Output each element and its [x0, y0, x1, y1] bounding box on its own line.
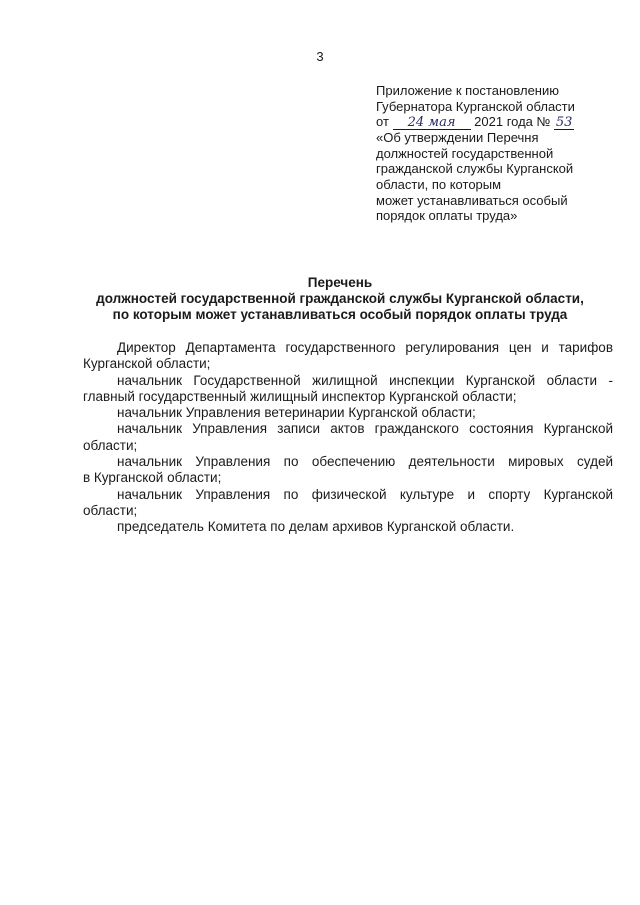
appendix-line-2: Губернатора Курганской области — [376, 98, 575, 114]
appendix-line-9: порядок оплаты труда» — [376, 208, 518, 224]
appendix-line-7: области, по которым — [376, 176, 502, 192]
appendix-line-5: должностей государственной — [376, 145, 554, 161]
list-item-first-line: начальник Управления по обеспечению деятельности мировых судей — [117, 454, 613, 470]
list-item-first-line: председатель Комитета по делам архивов Курганской области. — [117, 519, 515, 535]
appendix-line-6: гражданской службы Курганской — [376, 161, 574, 177]
appendix-date-line — [376, 114, 616, 130]
handwritten-date: 24 мая — [393, 117, 471, 130]
list-item-first-line: начальник Управления по физической культуре и спорту Курганской — [117, 486, 613, 502]
list-item-continuation: области; — [83, 502, 138, 518]
date-prefix: от — [376, 114, 389, 130]
handwritten-number: 53 — [555, 115, 573, 131]
list-item — [83, 373, 613, 406]
appendix-line-1: Приложение к постановлению — [376, 83, 559, 98]
appendix-line-8: может устанавливаться особый — [376, 192, 568, 208]
list-item — [83, 405, 613, 421]
list-item-first-line: начальник Управления ветеринарии Курганской области; — [117, 405, 476, 421]
title-line-1: Перечень — [307, 275, 373, 290]
list-item-first-line: начальник Управления записи актов гражданского состояния Курганской — [117, 421, 613, 437]
list-item-continuation: в Курганской области; — [83, 470, 222, 486]
positions-list — [83, 340, 613, 536]
list-item-continuation: области; — [83, 437, 138, 453]
page-number: 3 — [316, 49, 324, 64]
appendix-header — [376, 83, 616, 224]
list-item — [83, 421, 613, 454]
year-text: 2021 года № — [474, 114, 551, 130]
title-line-2: должностей государственной гражданской службы Курганской области, — [96, 291, 584, 306]
list-item — [83, 487, 613, 520]
document-title — [60, 275, 620, 323]
list-item-first-line: начальник Государственной жилищной инспекции Курганской области - — [117, 372, 613, 388]
list-item — [83, 519, 613, 535]
list-item — [83, 340, 613, 373]
list-item-continuation: Курганской области; — [83, 356, 211, 372]
list-item-continuation: главный государственный жилищный инспектор Курганской области; — [83, 388, 517, 404]
appendix-line-4: «Об утверждении Перечня — [376, 130, 539, 146]
list-item — [83, 454, 613, 487]
list-item-first-line: Директор Департамента государственного регулирования цен и тарифов — [117, 340, 613, 355]
title-line-3: по которым может устанавливаться особый порядок оплаты труда — [112, 307, 568, 322]
